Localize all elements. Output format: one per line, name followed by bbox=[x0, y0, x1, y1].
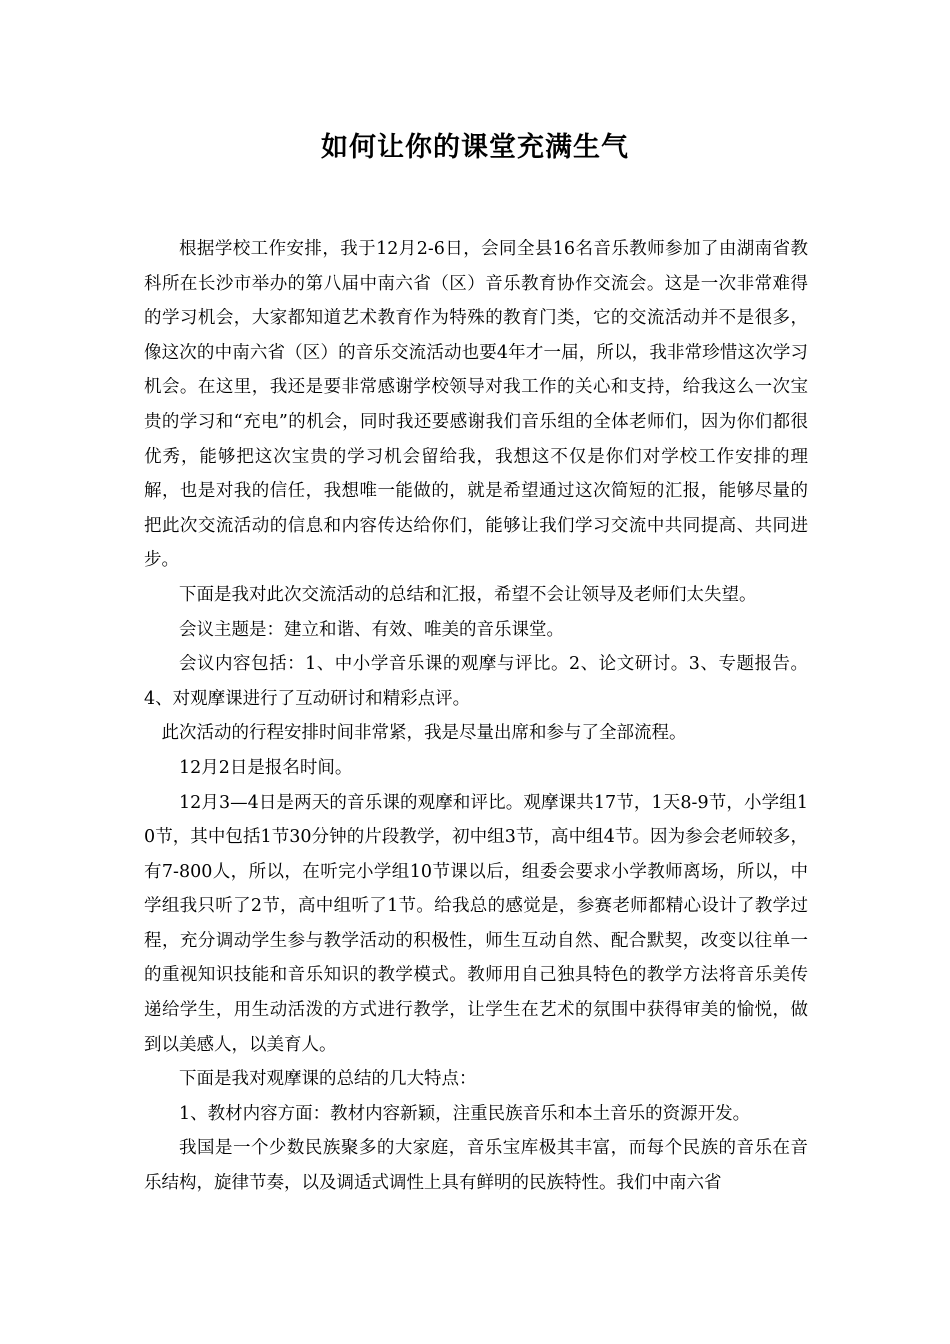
paragraph-observation: 12月3—4日是两天的音乐课的观摩和评比。观摩课共17节，1天8-9节，小学组10节，其中包括1节30分钟的片段教学，初中组3节，高中组4节。因为参会老师较多，有7-800人，所以，在听完小学组10节课以后，组委会要求小学教师离场，所以，中学组我只听了2节，高中组听了1节。给我总的感觉是，参赛老师都精心设计了教学过程，充分调动学生参与教学活动的积极性，师生互动自然、配合默契，改变以往单一的重视知识技能和音乐知识的教学模式。教师用自己独具特色的教学方法将音乐美传递给学生，用生动活泼的方式进行教学，让学生在艺术的氛围中获得审美的愉悦，做到以美感人，以美育人。 bbox=[144, 792, 808, 1055]
document-title: 如何让你的课堂充满生气 bbox=[321, 132, 629, 163]
paragraph-meeting-theme: 会议主题是：建立和谐、有效、唯美的音乐课堂。 bbox=[179, 619, 564, 640]
paragraph-feature-1: 1、教材内容方面：教材内容新颖，注重民族音乐和本土音乐的资源开发。 bbox=[179, 1103, 751, 1124]
document-body bbox=[144, 232, 808, 1201]
paragraph-meeting-content: 会议内容包括：1、中小学音乐课的观摩与评比。2、论文研讨。3、专题报告。4、对观摩课进行了互动研讨和精彩点评。 bbox=[144, 654, 808, 709]
paragraph-intro: 根据学校工作安排，我于12月2-6日，会同全县16名音乐教师参加了由湖南省教科所在长沙市举办的第八届中南六省（区）音乐教育协作交流会。这是一次非常难得的学习机会，大家都知道艺术教育作为特殊的教育门类，它的交流活动并不是很多，像这次的中南六省（区）的音乐交流活动也要4年才一届，所以，我非常珍惜这次学习机会。在这里，我还是要非常感谢学校领导对我工作的关心和支持，给我这么一次宝贵的学习和“充电”的机会，同时我还要感谢我们音乐组的全体老师们，因为你们都很优秀，能够把这次宝贵的学习机会留给我，我想这不仅是你们对学校工作安排的理解，也是对我的信任，我想唯一能做的，就是希望通过这次简短的汇报，能够尽量的把此次交流活动的信息和内容传达给你们，能够让我们学习交流中共同提高、共同进步。 bbox=[144, 239, 808, 571]
paragraph-ethnic-music: 我国是一个少数民族聚多的大家庭，音乐宝库极其丰富，而每个民族的音乐在音乐结构，旋律节奏，以及调适式调性上具有鲜明的民族特性。我们中南六省 bbox=[144, 1138, 808, 1194]
paragraph-schedule: 此次活动的行程安排时间非常紧，我是尽量出席和参与了全部流程。 bbox=[161, 723, 687, 744]
paragraph-features-intro: 下面是我对观摩课的总结的几大特点： bbox=[179, 1069, 477, 1090]
paragraph-summary-intro: 下面是我对此次交流活动的总结和汇报，希望不会让领导及老师们太失望。 bbox=[179, 584, 757, 605]
paragraph-registration: 12月2日是报名时间。 bbox=[179, 757, 353, 778]
